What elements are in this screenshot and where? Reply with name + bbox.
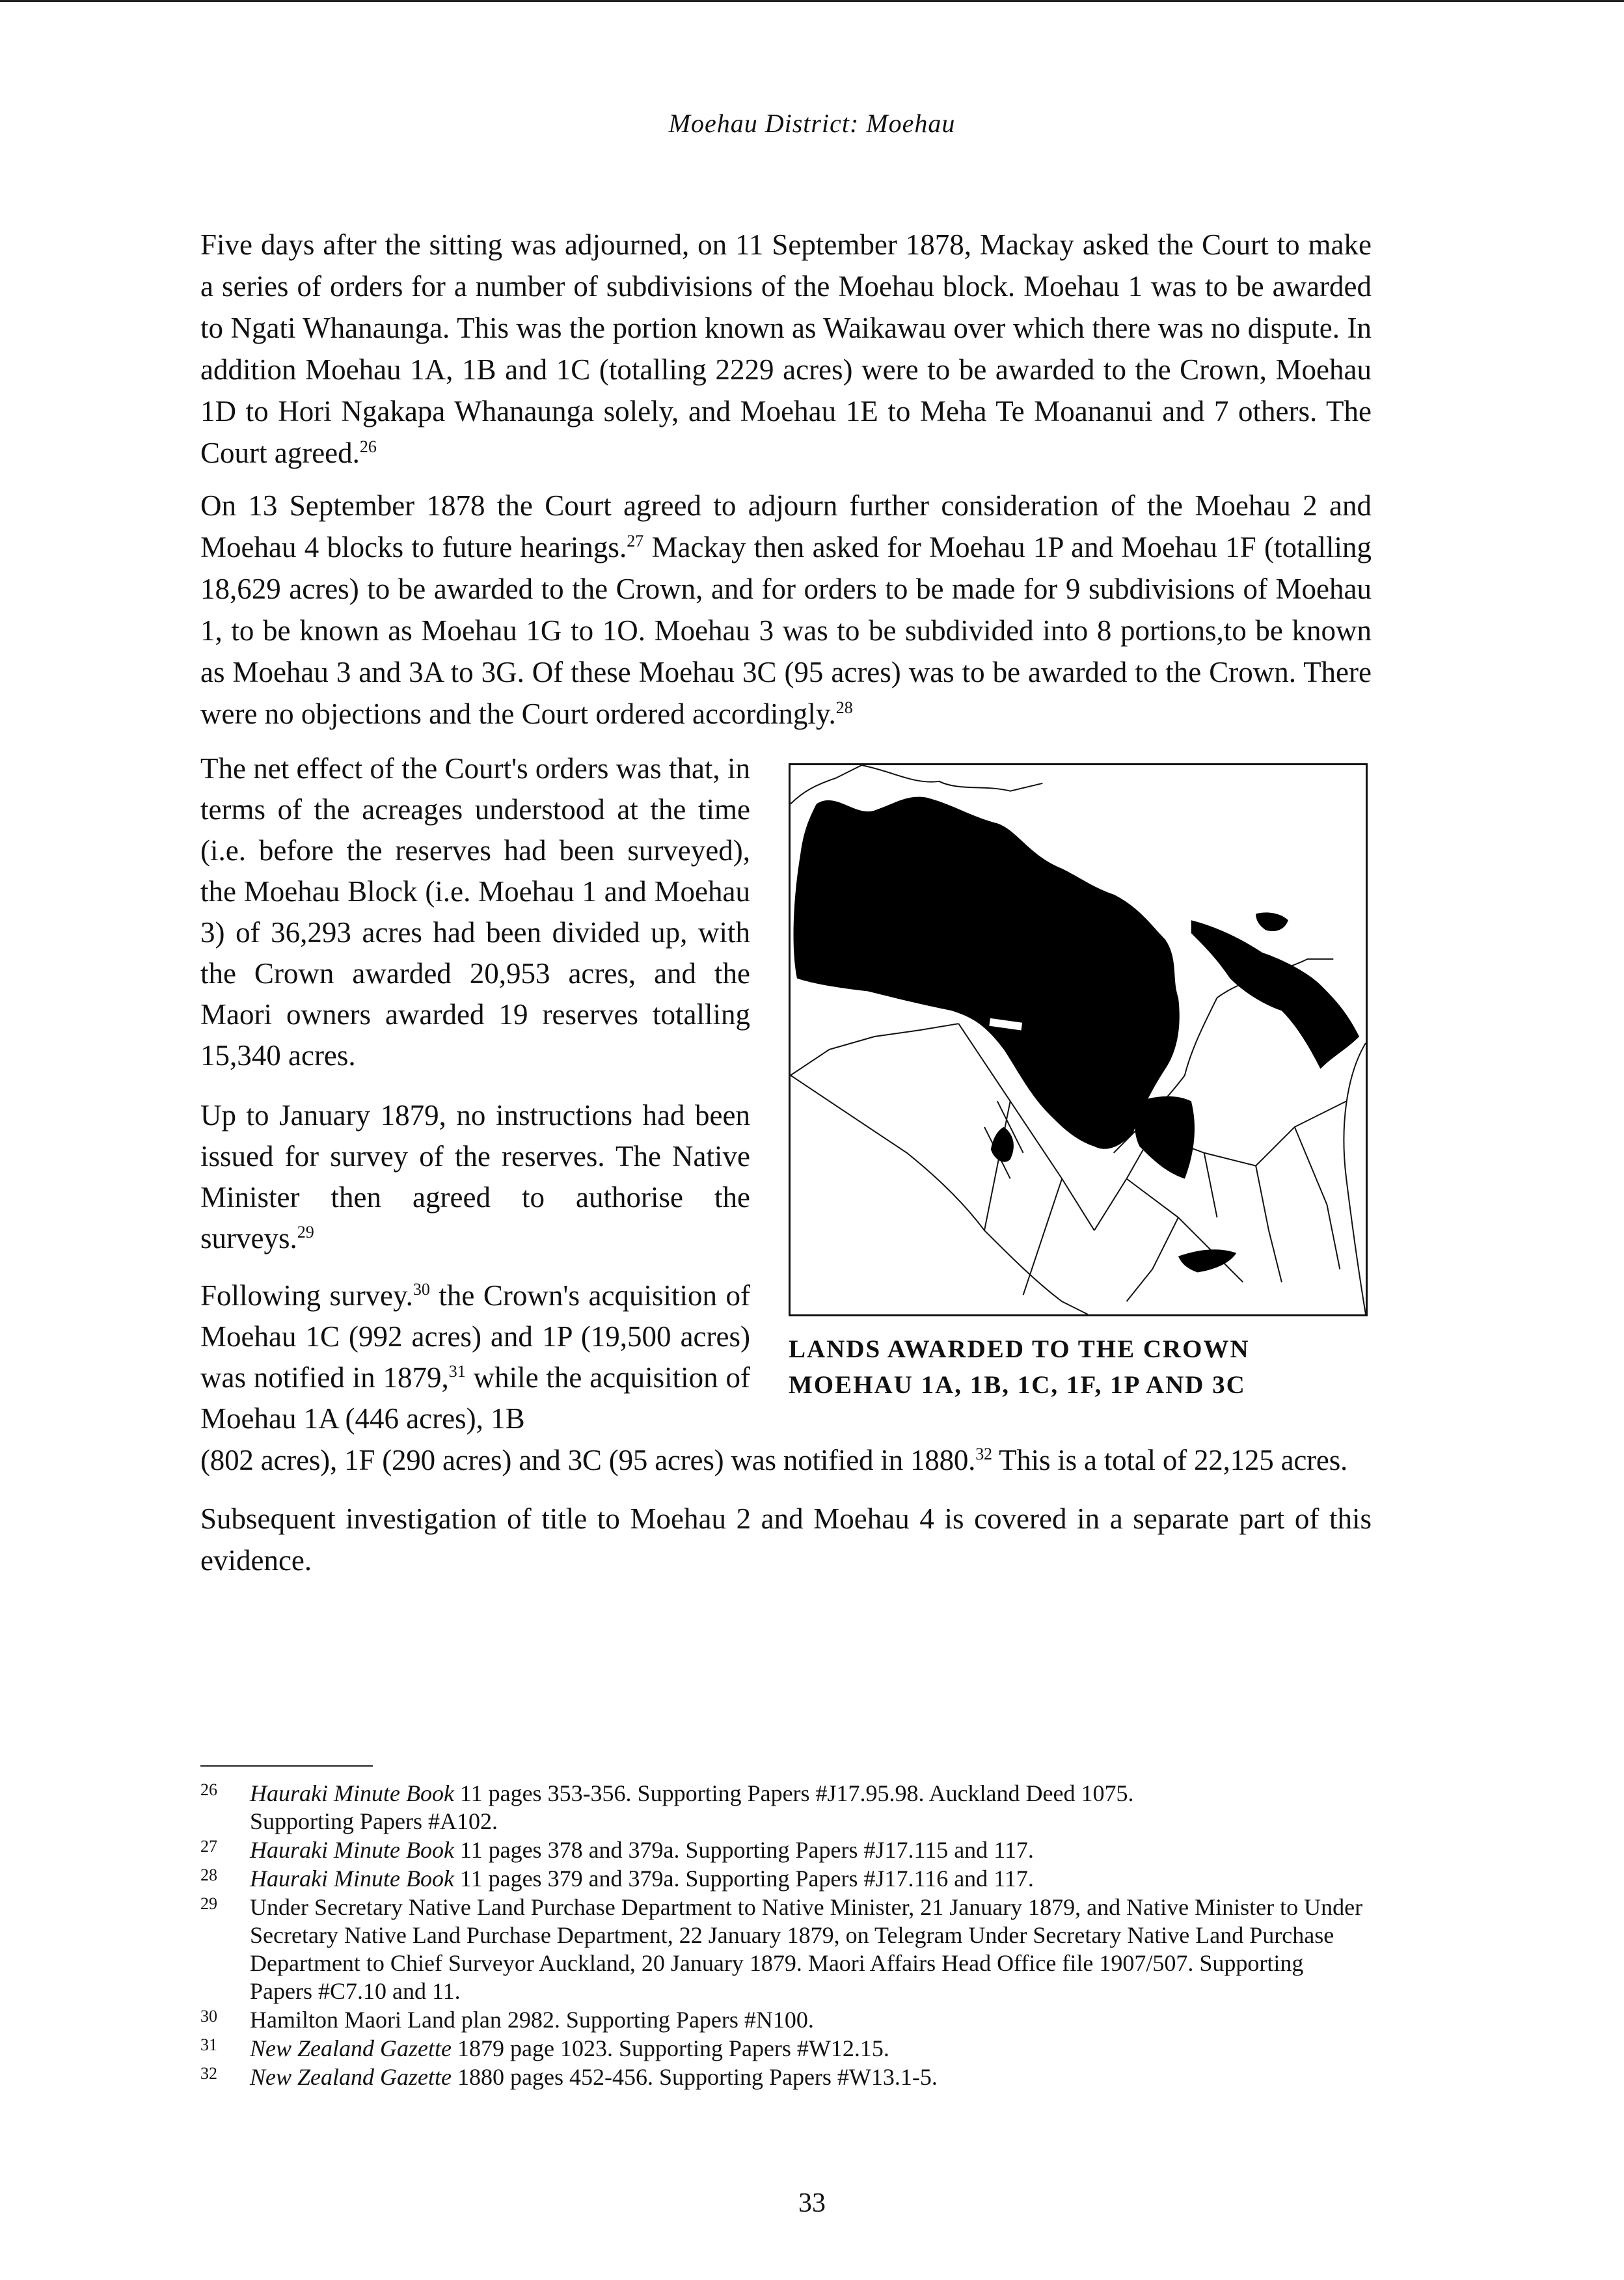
northern-coast-islet	[861, 765, 1042, 791]
footnote-27	[200, 1836, 1372, 1864]
map-caption	[789, 1331, 1368, 1403]
footnote-source-title: New Zealand Gazette	[250, 2035, 452, 2061]
land-line-7	[1126, 1178, 1243, 1282]
crown-land-1p	[794, 797, 1180, 1149]
footnote-number: 28	[200, 1866, 217, 1884]
moehau-map-svg	[791, 765, 1366, 1314]
paragraph-3: The net effect of the Court's orders was that, in terms of the acreages understood at the time (i.e. before the reserves had been surveyed), the Moehau Block (i.e. Moehau 1 and Moehau 3) of 36,293 acres had been divided up, with the Crown awarded 20,953 acres, and the Maori owners awarded 19 reserves totalling 15,340 acres.	[200, 752, 750, 1072]
footnote-separator	[200, 1765, 373, 1767]
coastline-west	[791, 765, 861, 804]
coastline-east	[1344, 1043, 1366, 1314]
paragraph-5	[200, 1275, 750, 1439]
land-line-6	[1256, 1166, 1282, 1282]
paragraph-5-text-b: the Crown's acquisition of Moehau 1C (992 acres) and 1P (19,500 acres) was notified in 1879,	[200, 1279, 750, 1394]
paragraph-2-text-b: Mackay then asked for Moehau 1P and Moehau 1F (totalling 18,629 acres) to be awarded to the Crown, and for orders to be made for 9 subdivisions of Moehau 1, to be known as Moehau 1G to 1O. Moehau 3 was to be subdivided into 8 portions,to be known as Moehau 3 and 3A to 3G. Of these Moehau 3C (95 acres) was to be awarded to the Crown. There were no objections and the Court ordered accordingly.	[200, 531, 1372, 730]
top-border-rule	[0, 0, 1624, 2]
page-number: 33	[798, 2188, 826, 2218]
footnotes	[200, 1780, 1372, 2092]
paragraph-1-text: Five days after the sitting was adjourned, on 11 September 1878, Mackay asked the Court to make a series of orders for a number of subdivisions of the Moehau block. Moehau 1 was to be awarded to Ngati Whanaunga. This was the portion known as Waikawau over which there was no dispute. In addition Moehau 1A, 1B and 1C (totalling 2229 acres) were to be awarded to the Crown, Moehau 1D to Hori Ngakapa Whanaunga solely, and Moehau 1E to Meha Te Moananui and 7 others. The Court agreed.	[200, 228, 1372, 469]
footnote-number: 30	[200, 2007, 217, 2026]
crown-land-1f	[1191, 920, 1359, 1068]
land-line-9	[1204, 1153, 1217, 1217]
footnote-number: 29	[200, 1894, 217, 1913]
paragraph-2	[200, 485, 1372, 735]
crown-land-1c	[1135, 1096, 1195, 1179]
paragraph-6: Subsequent investigation of title to Moehau 2 and Moehau 4 is covered in a separate part of this evidence.	[200, 1502, 1372, 1577]
footnote-source-title: New Zealand Gazette	[250, 2064, 452, 2090]
footnote-30	[200, 2006, 1372, 2034]
paragraph-5-cont-text-a: (802 acres), 1F (290 acres) and 3C (95 acres) was notified in 1880.	[200, 1444, 976, 1476]
footnote-29	[200, 1893, 1372, 2005]
crown-land-1a	[1256, 912, 1288, 931]
land-line-11	[791, 1024, 958, 1075]
footnote-source-title: Hauraki Minute Book	[250, 1866, 454, 1892]
footnote-text: Under Secretary Native Land Purchase Department to Native Minister, 21 January 1879, and Native Minister to Under Secretary Native Land Purchase Department, 22 January 1879, on Telegram Under Secretary Native Land Purchase Department to Chief Surveyor Auckland, 20 January 1879. Maori Affairs Head Office file 1907/507. Supporting Papers #C7.10 and 11.	[250, 1894, 1363, 2004]
footnote-ref-28: 28	[835, 698, 853, 717]
footnote-ref-27: 27	[627, 532, 644, 550]
footnote-ref-30: 30	[413, 1280, 430, 1299]
crown-land-1b	[991, 1127, 1014, 1162]
footnote-text: 11 pages 379 and 379a. Supporting Papers #J17.116 and 117.	[453, 1866, 1034, 1892]
moehau-map	[789, 763, 1368, 1316]
paragraph-5-text-c: while the acquisition of Moehau 1A (446 acres), 1B	[200, 1361, 751, 1435]
footnote-32	[200, 2063, 1372, 2091]
footnote-text-line-2: Supporting Papers #A102.	[250, 1808, 498, 1834]
paragraph-1	[200, 224, 1372, 474]
paragraph-4-text: Up to January 1879, no instructions had been issued for survey of the reserves. The Native Minister then agreed to authorise the surveys.	[200, 1099, 750, 1255]
land-line-3	[1023, 1178, 1062, 1295]
map-caption-line-2: MOEHAU 1A, 1B, 1C, 1F, 1P AND 3C	[789, 1371, 1246, 1399]
footnote-text: Hamilton Maori Land plan 2982. Supporting Papers #N100.	[250, 2007, 814, 2033]
footnote-number: 27	[200, 1837, 217, 1856]
land-line-10	[1295, 1127, 1340, 1269]
footnote-28	[200, 1865, 1372, 1893]
crown-land-3c	[1178, 1249, 1236, 1272]
footnote-text: 1880 pages 452-456. Supporting Papers #W13.1-5.	[451, 2064, 938, 2090]
footnote-31	[200, 2035, 1372, 2063]
map-caption-line-1: LANDS AWARDED TO THE CROWN	[789, 1335, 1250, 1363]
paragraph-5-cont-text-b: This is a total of 22,125 acres.	[992, 1444, 1348, 1476]
paragraph-4	[200, 1095, 750, 1259]
land-line-8	[1126, 1217, 1178, 1301]
footnote-number: 32	[200, 2064, 217, 2083]
footnote-text: 1879 page 1023. Supporting Papers #W12.15.	[451, 2035, 889, 2061]
footnote-ref-31: 31	[448, 1362, 466, 1381]
footnote-source-title: Hauraki Minute Book	[250, 1837, 454, 1863]
paragraph-2-text-a: On 13 September 1878 the Court agreed to adjourn further consideration of the Moehau 2 and Moehau 4 blocks to future hearings.	[200, 489, 1372, 563]
paragraph-5-continuation	[200, 1439, 1372, 1481]
footnote-ref-26: 26	[359, 437, 377, 456]
footnote-source-title: Hauraki Minute Book	[250, 1780, 454, 1806]
footnote-text: 11 pages 378 and 379a. Supporting Papers #J17.115 and 117.	[453, 1837, 1034, 1863]
footnote-ref-32: 32	[975, 1445, 992, 1463]
footnote-number: 31	[200, 2035, 217, 2054]
footnote-number: 26	[200, 1780, 217, 1799]
coastline-south	[791, 1076, 1088, 1314]
running-head: Moehau District: Moehau	[668, 109, 956, 138]
footnote-ref-29: 29	[297, 1223, 314, 1242]
paragraph-5-text-a: Following survey.	[200, 1279, 413, 1312]
footnote-text: 11 pages 353-356. Supporting Papers #J17.95.98. Auckland Deed 1075.	[453, 1780, 1134, 1806]
footnote-26	[200, 1780, 1372, 1836]
